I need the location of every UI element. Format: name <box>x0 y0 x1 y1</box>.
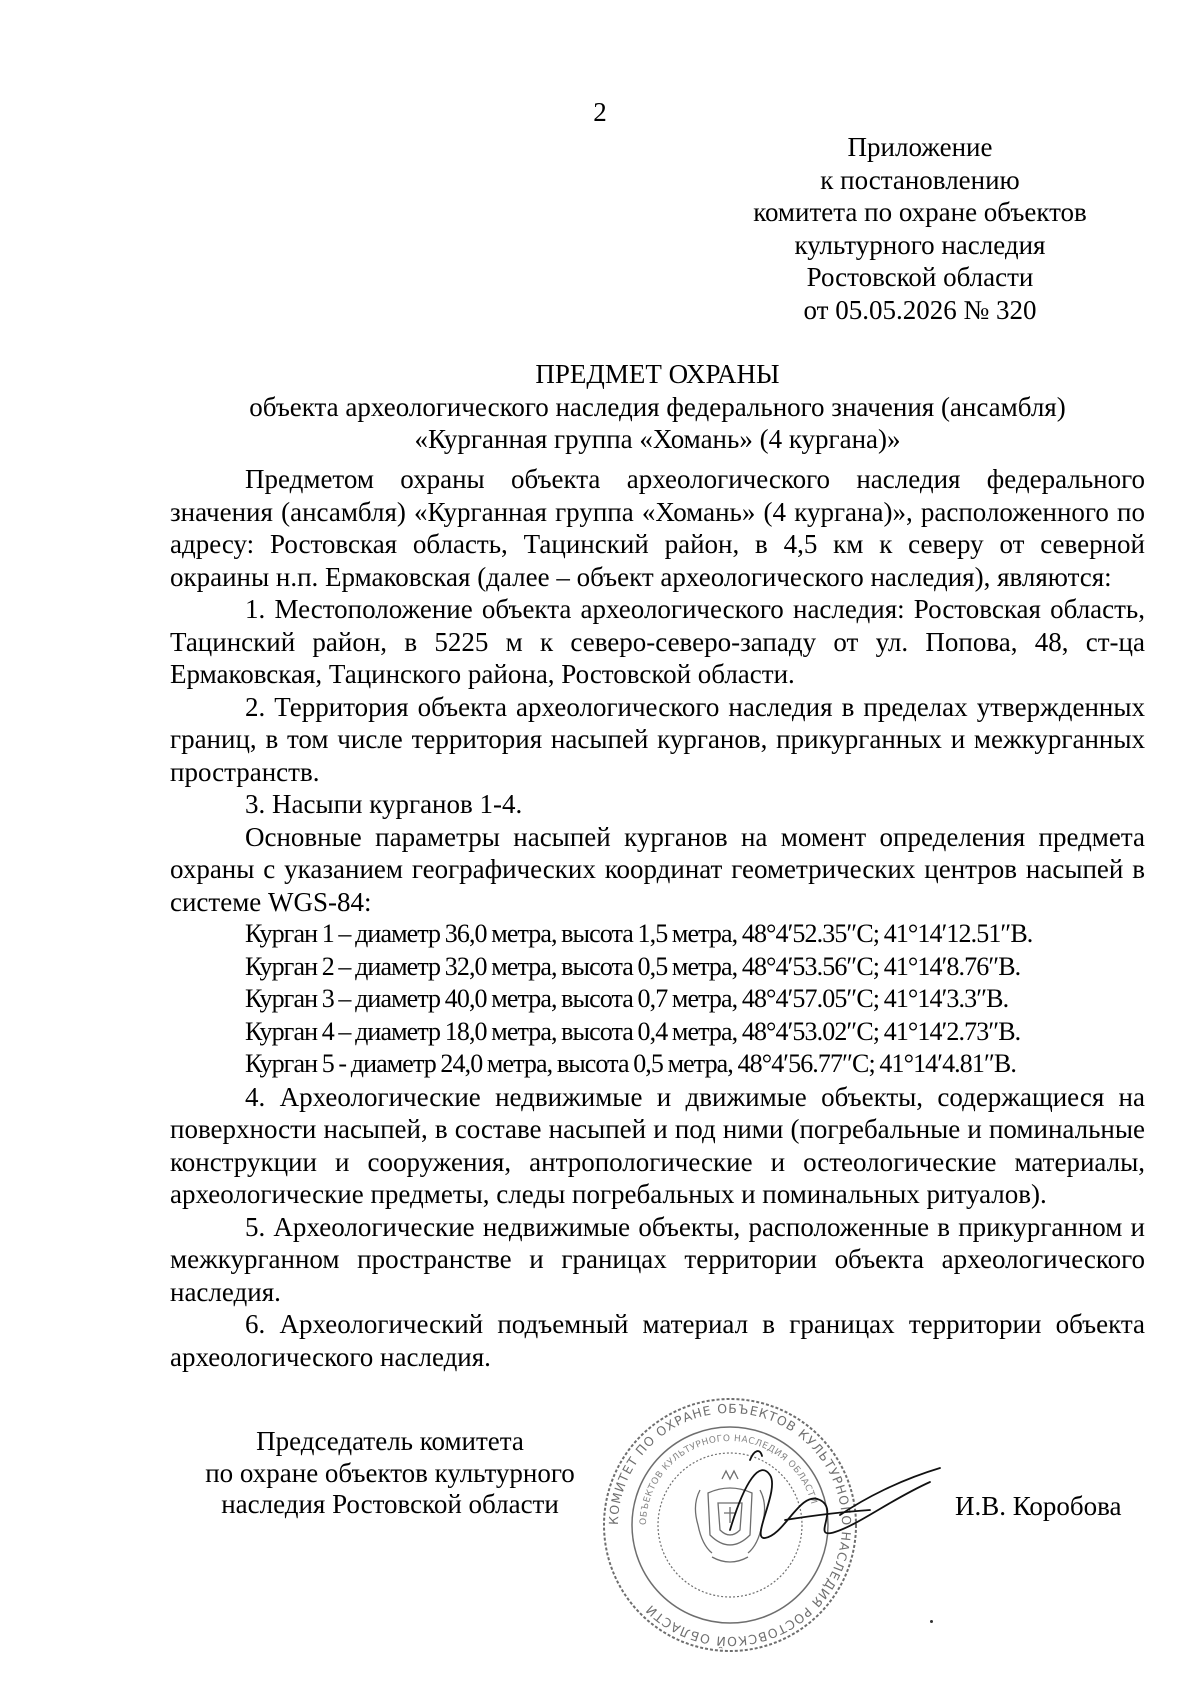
kurgan-line: Курган 2 – диаметр 32,0 метра, высота 0,5 метра, 48°4′53.56″С; 41°14′8.76″В. <box>245 951 1021 981</box>
seal-outer-text: КОМИТЕТ ПО ОХРАНЕ ОБЪЕКТОВ КУЛЬТУРНОГО НАСЛЕДИЯ РОСТОВСКОЙ ОБЛАСТИ <box>605 1400 855 1650</box>
kurgan-line: Курган 3 – диаметр 40,0 метра, высота 0,7 метра, 48°4′57.05″С; 41°14′3.3″В. <box>245 984 1009 1013</box>
params-paragraph: Основные параметры насыпей курганов на момент определения предмета охраны с указанием географических координат геометрических центров насыпей в системе WGS-84: <box>170 821 1145 917</box>
handwritten-signature <box>690 1420 950 1570</box>
document-body <box>170 463 1145 1373</box>
appendix-line: Приложение <box>847 132 993 162</box>
title-subheading: объекта археологического наследия федерального значения (ансамбля) <box>249 391 1066 422</box>
appendix-header <box>690 131 1150 327</box>
item-1-paragraph: 1. Местоположение объекта археологического наследия: Ростовская область, Тацинский район, в 5225 м к северо-северо-западу от ул. Попова, 48, ст-ца Ермаковская, Тацинского района, Ростовской области. <box>170 594 1145 689</box>
signer-title-line: Председатель комитета <box>256 1426 524 1456</box>
appendix-line: комитета по охране объектов <box>753 197 1087 228</box>
page-number: 2 <box>593 97 607 127</box>
title-object-name: «Курганная группа «Хомань» (4 кургана)» <box>414 424 901 454</box>
item-6-paragraph: 6. Археологический подъемный материал в границах территории объекта археологического наследия. <box>170 1309 1145 1372</box>
item-5-paragraph: 5. Археологические недвижимые объекты, расположенные в прикурганном и межкурганном пространстве и границах территории объекта археологического наследия. <box>170 1211 1145 1307</box>
item-3-paragraph: 3. Насыпи курганов 1-4. <box>245 789 523 819</box>
appendix-line: культурного наследия <box>794 229 1046 260</box>
small-dot-mark <box>930 1620 933 1623</box>
item-2-paragraph: 2. Территория объекта археологического наследия в пределах утвержденных границ, в том числе территория насыпей курганов, прикурганных и межкурганных пространств. <box>170 691 1145 787</box>
item-4-paragraph: 4. Археологические недвижимые и движимые объекты, содержащиеся на поверхности насыпей, в составе насыпей и под ними (погребальные и поминальные конструкции и сооружения, антропологические и остеологические материалы, археологические предметы, следы погребальных и поминальных ритуалов). <box>170 1081 1145 1209</box>
title-heading: ПРЕДМЕТ ОХРАНЫ <box>535 359 780 389</box>
signer-title <box>180 1426 600 1521</box>
kurgan-line: Курган 4 – диаметр 18,0 метра, высота 0,4 метра, 48°4′53.02″С; 41°14′2.73″В. <box>245 1016 1021 1046</box>
signer-name: И.В. Коробова <box>955 1491 1122 1521</box>
appendix-date-line: от 05.05.2026 № 320 <box>803 294 1037 325</box>
signer-title-line: наследия Ростовской области <box>221 1489 559 1519</box>
signer-title-line: по охране объектов культурного <box>205 1457 575 1488</box>
kurgan-line: Курган 5 - диаметр 24,0 метра, высота 0,5 метра, 48°4′56.77″С; 41°14′4.81″В. <box>245 1049 1016 1078</box>
document-title <box>170 358 1145 456</box>
appendix-line: к постановлению <box>820 164 1020 195</box>
appendix-line: Ростовской области <box>806 262 1034 293</box>
kurgan-line: Курган 1 – диаметр 36,0 метра, высота 1,5 метра, 48°4′52.35″С; 41°14′12.51″В. <box>245 919 1033 948</box>
intro-paragraph: Предметом охраны объекта археологического наследия федерального значения (ансамбля) «Курганная группа «Хомань» (4 кургана)», расположенного по адресу: Ростовская область, Тацинский район, в 4,5 км к северу от северной окраины н.п. Ермаковская (далее – объект археологического наследия), являются: <box>170 464 1145 592</box>
seal-inner-text: ОБЪЕКТОВ КУЛЬТУРНОГО НАСЛЕДИЯ ОБЛАСТИ <box>638 1433 819 1526</box>
